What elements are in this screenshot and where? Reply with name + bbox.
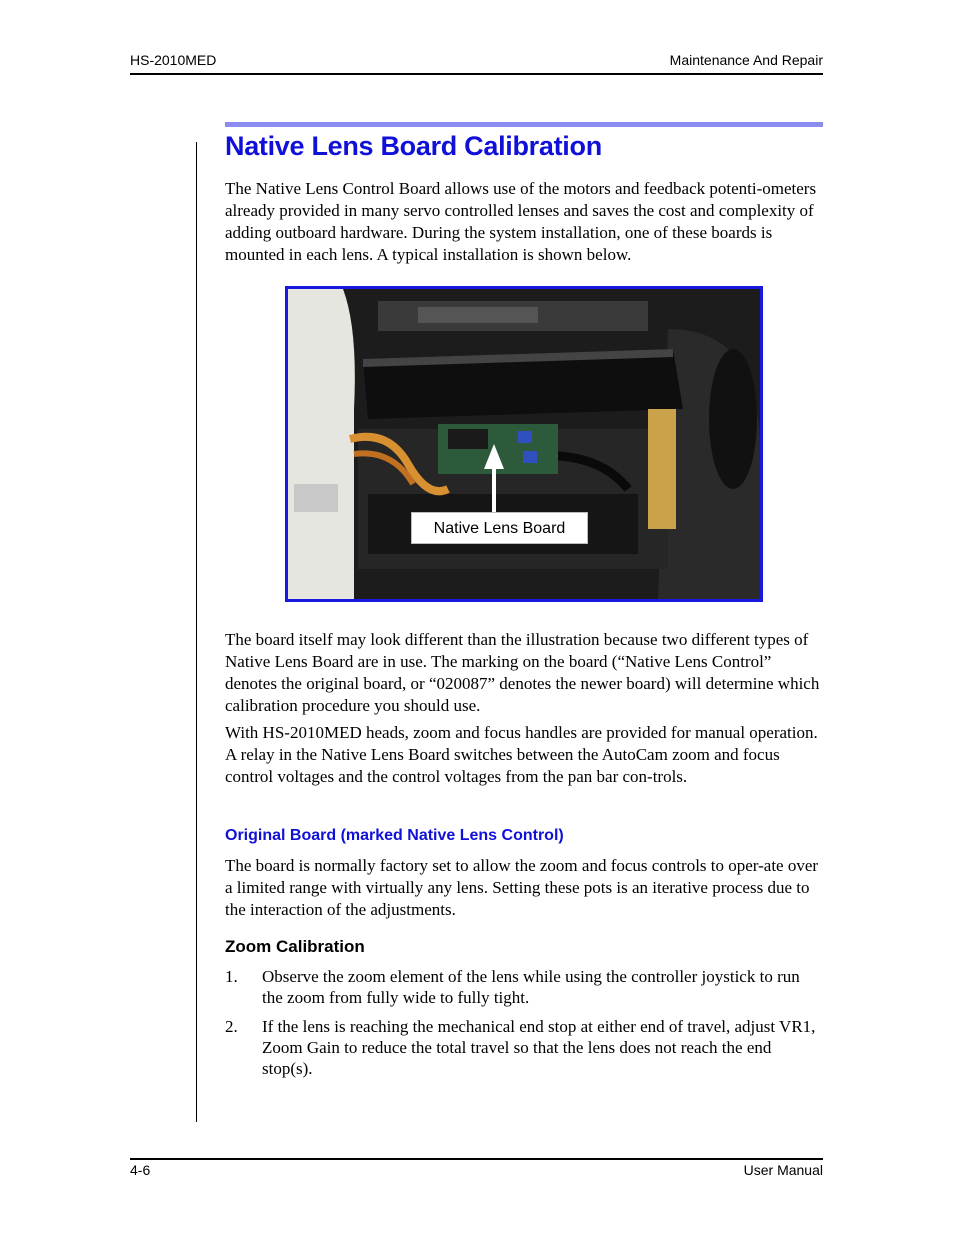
header-left: HS-2010MED: [130, 52, 217, 68]
list-item-number: 1.: [225, 967, 238, 986]
title-bar: [225, 122, 823, 127]
list-item-number: 2.: [225, 1017, 238, 1036]
page-number: 4-6: [130, 1162, 151, 1178]
section-heading: Original Board (marked Native Lens Control): [225, 827, 564, 844]
figure-callout: Native Lens Board: [411, 512, 588, 544]
list-item-text: If the lens is reaching the mechanical end stop at either end of travel, adjust VR1, Zoom Gain to reduce the total travel so that the lens does not reach the end stop(s).: [262, 1017, 816, 1078]
lens-photo-illustration: [288, 289, 760, 599]
section-body: The board is normally factory set to allow the zoom and focus controls to oper-ate over a limited range with virtually any lens. Setting these pots is an iterative process due to the interaction of the adjustments.: [225, 856, 819, 919]
header-right: Maintenance And Repair: [669, 52, 823, 68]
zoom-heading: Zoom Calibration: [225, 937, 365, 956]
margin-line: [196, 142, 197, 1122]
board-variants-paragraph: The board itself may look different than the illustration because two different types of Native Lens Board are in use. The marking on the board (“Native Lens Control” denotes the original board, or “020087” denotes the newer board) will determine which calibration procedure you should use.: [225, 630, 820, 715]
manual-operation-paragraph: With HS-2010MED heads, zoom and focus handles are provided for manual operation. A relay in the Native Lens Board switches between the AutoCam zoom and focus control voltages and the control voltages from the pan bar con-trols.: [225, 723, 818, 786]
header-rule: [130, 73, 823, 75]
footer-right: User Manual: [743, 1162, 823, 1178]
lens-photo: [285, 286, 763, 602]
list-item-text: Observe the zoom element of the lens while using the controller joystick to run the zoom from fully wide to fully tight.: [262, 967, 800, 1007]
intro-paragraph: The Native Lens Control Board allows use of the motors and feedback potenti-ometers already provided in many servo controlled lenses and saves the cost and complexity of adding outboard hardware. During the system installation, one of these boards is mounted in each lens. A typical installation is shown below.: [225, 179, 817, 264]
footer-rule: [130, 1158, 823, 1160]
page-title: Native Lens Board Calibration: [225, 131, 602, 161]
